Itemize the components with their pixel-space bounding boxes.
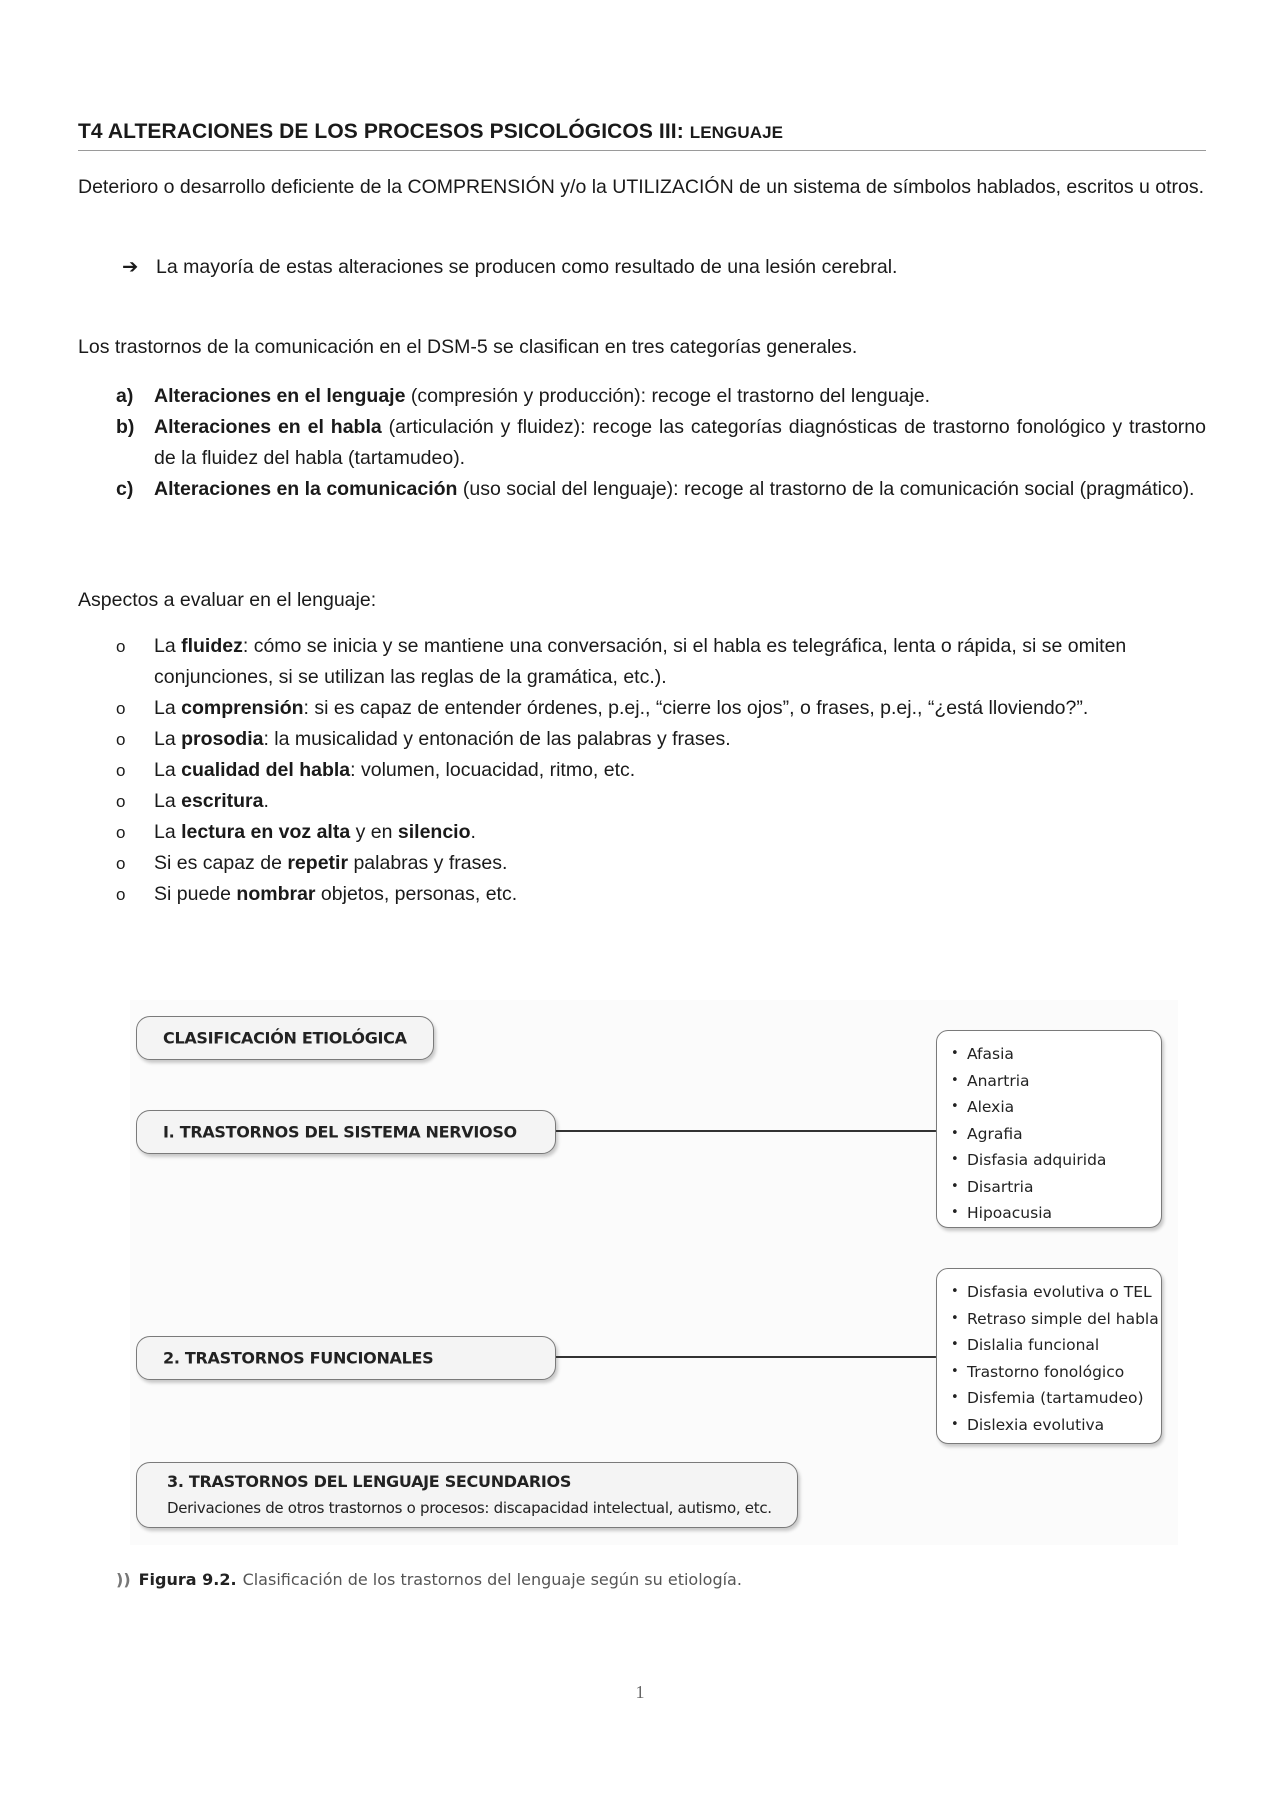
list-item: • Hipoacusia (957, 1200, 1161, 1227)
page-number: 1 (635, 1682, 645, 1702)
title-small-caps: LENGUAJE (689, 123, 784, 142)
caption-icon: )) (116, 1570, 131, 1589)
note-text: La mayoría de estas alteraciones se producen como resultado de una lesión cerebral. (156, 256, 898, 278)
list-item: o La escritura. (116, 790, 269, 812)
aspects-list (116, 631, 1206, 910)
aspects-intro-paragraph: Aspectos a evaluar en el lenguaje: (78, 589, 377, 611)
classification-figure (130, 1000, 1178, 1545)
figure-caption (116, 1570, 742, 1589)
caption-label: Figura 9.2. (138, 1570, 237, 1589)
group2-box (136, 1336, 556, 1380)
arrow-right-icon: ➔ (122, 256, 139, 278)
list-item: • Afasia (957, 1041, 1161, 1068)
figure-header-box (136, 1016, 434, 1060)
list-item: o La lectura en voz alta y en silencio. (116, 821, 476, 843)
page-title (78, 120, 1206, 151)
list-item: • Dislalia funcional (957, 1332, 1161, 1359)
list-item: c) Alteraciones en la comunicación (uso social del lenguaje): recoge al trastorno de la comunicación social (pragmático). (116, 478, 1195, 500)
list-item: • Dislexia evolutiva (957, 1412, 1161, 1439)
intro-paragraph: Deterioro o desarrollo deficiente de la COMPRENSIÓN y/o la UTILIZACIÓN de un sistema de símbolos hablados, escritos u otros. (78, 176, 1205, 198)
group1-box (136, 1110, 556, 1154)
list-item: a) Alteraciones en el lenguaje (compresión y producción): recoge el trastorno del lenguaje. (116, 385, 931, 407)
list-item: • Alexia (957, 1094, 1161, 1121)
list-item: o La fluidez: cómo se inicia y se mantiene una conversación, si el habla es telegráfica, lenta o rápida, si se omiten conjunciones, si se utilizan las reglas de la gramática, etc.). (116, 635, 1127, 688)
category-list (116, 381, 1206, 505)
list-item: o La comprensión: si es capaz de entender órdenes, p.ej., “cierre los ojos”, o frases, p.ej., “¿está lloviendo?”. (116, 697, 1089, 719)
caption-text: Clasificación de los trastornos del lenguaje según su etiología. (242, 1570, 742, 1589)
group1-items (957, 1041, 1161, 1227)
list-item: o La cualidad del habla: volumen, locuacidad, ritmo, etc. (116, 759, 636, 781)
list-item: o Si puede nombrar objetos, personas, etc. (116, 883, 518, 905)
group3-label: 3. TRASTORNOS DEL LENGUAJE SECUNDARIOS (167, 1472, 572, 1491)
list-item: • Agrafia (957, 1121, 1161, 1148)
group3-description: Derivaciones de otros trastornos o procesos: discapacidad intelectual, autismo, etc. (167, 1499, 772, 1517)
list-item: o La prosodia: la musicalidad y entonación de las palabras y frases. (116, 728, 731, 750)
list-item: • Disfasia evolutiva o TEL (957, 1279, 1161, 1306)
group2-connector (556, 1356, 938, 1358)
note-line (122, 252, 897, 283)
title-main: T4 ALTERACIONES DE LOS PROCESOS PSICOLÓGICOS III: (78, 120, 690, 143)
list-item: • Disartria (957, 1174, 1161, 1201)
list-item: b) Alteraciones en el habla (articulación y fluidez): recoge las categorías diagnósticas de trastorno fonológico y trastorno de la fluidez del habla (tartamudeo). (116, 416, 1206, 469)
group1-label: I. TRASTORNOS DEL SISTEMA NERVIOSO (163, 1122, 517, 1142)
group2-label: 2. TRASTORNOS FUNCIONALES (163, 1348, 434, 1368)
list-item: • Anartria (957, 1068, 1161, 1095)
group2-items (957, 1279, 1161, 1438)
group1-items-box (936, 1030, 1162, 1228)
group3-box (136, 1462, 798, 1528)
group2-items-box (936, 1268, 1162, 1444)
list-item: • Retraso simple del habla (957, 1306, 1161, 1333)
list-item: • Trastorno fonológico (957, 1359, 1161, 1386)
list-item: • Disfasia adquirida (957, 1147, 1161, 1174)
group1-connector (556, 1130, 938, 1132)
list-item: o Si es capaz de repetir palabras y frases. (116, 852, 508, 874)
figure-header: CLASIFICACIÓN ETIOLÓGICA (163, 1028, 407, 1048)
list-item: • Disfemia (tartamudeo) (957, 1385, 1161, 1412)
dsm-intro-paragraph: Los trastornos de la comunicación en el DSM-5 se clasifican en tres categorías generales. (78, 336, 858, 358)
